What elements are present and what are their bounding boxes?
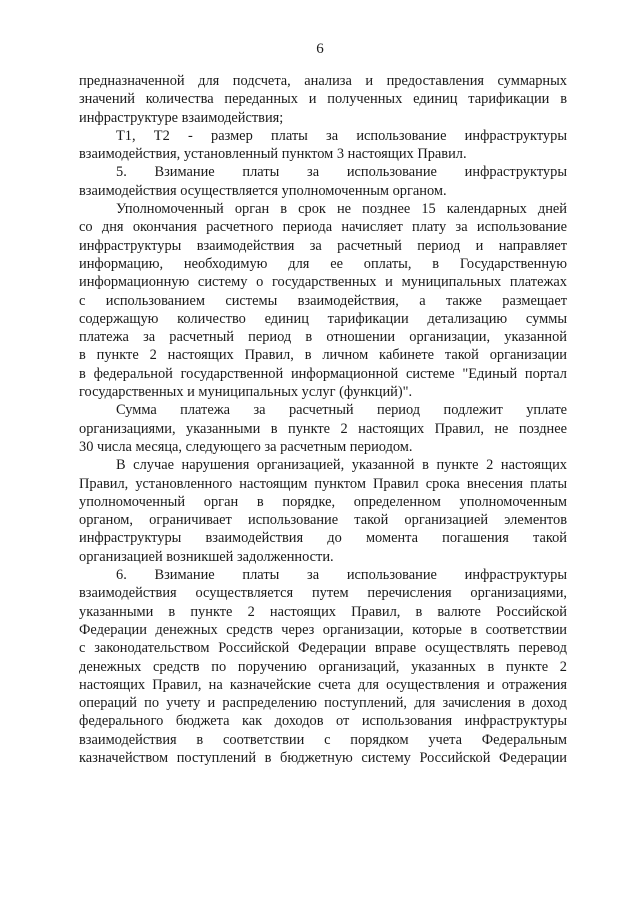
text-line: 6. Взимание платы за использование инфраструктуры [116, 567, 567, 584]
text-line: инфраструктуры взаимодействия за расчетный период и направляет [79, 237, 567, 254]
text-line: настоящих Правил, на казначейские счета для осуществления и отражения [79, 676, 567, 693]
text-line: Сумма платежа за расчетный период подлежит уплате [116, 402, 567, 419]
text-line: Т1, Т2 - размер платы за использование инфраструктуры [116, 127, 567, 144]
text-line: в федеральной государственной информационной системе "Единый портал [79, 365, 567, 382]
document-body [79, 72, 567, 767]
text-line: взаимодействия осуществляется уполномоченным органом. [79, 182, 447, 199]
text-line: федерального бюджета как доходов от использования инфраструктуры [79, 713, 567, 730]
text-line: государственных и муниципальных услуг (функций)". [79, 384, 413, 401]
text-line: инфраструктуры взаимодействия до момента погашения такой [79, 530, 567, 547]
text-line: взаимодействия, установленный пунктом 3 настоящих Правил. [79, 146, 467, 163]
text-line: уполномоченный орган в порядке, определенном уполномоченным [79, 493, 567, 510]
text-line: В случае нарушения организацией, указанной в пункте 2 настоящих [116, 457, 567, 474]
text-line: Правил, установленного настоящим пунктом Правил срока внесения платы [79, 475, 567, 492]
text-line: в пункте 2 настоящих Правил, в личном кабинете такой организации [79, 347, 567, 364]
text-line: организацией возникшей задолженности. [79, 548, 334, 565]
text-line: Федерации денежных средств через организации, которые в соответствии [79, 621, 567, 638]
text-line: органом, ограничивает использование такой организацией элементов [79, 512, 567, 529]
page-number: 6 [316, 41, 324, 57]
text-line: с использованием системы взаимодействия, а также размещает [79, 292, 567, 309]
text-line: казначейством поступлений в бюджетную систему Российской Федерации [79, 749, 567, 766]
text-line: взаимодействия в соответствии с порядком учета Федеральным [79, 731, 567, 748]
text-line: денежных средств по поручению организаций, указанных в пункте 2 [79, 658, 567, 675]
text-line: содержащую количество единиц тарификации детализацию суммы [79, 310, 567, 327]
text-line: информацию, необходимую для ее оплаты, в Государственную [79, 255, 567, 272]
text-line: значений количества переданных и полученных единиц тарификации в [79, 91, 567, 108]
paragraph [79, 401, 567, 456]
text-line: с законодательством Российской Федерации вправе осуществлять перевод [79, 640, 567, 657]
text-line: Уполномоченный орган в срок не позднее 15 календарных дней [116, 201, 567, 218]
paragraph [79, 163, 567, 200]
text-line: инфраструктуре взаимодействия; [79, 109, 284, 126]
text-line: операций по учету и распределению поступлений, для зачисления в доход [79, 695, 567, 712]
text-line: 5. Взимание платы за использование инфраструктуры [116, 164, 567, 181]
text-line: 30 числа месяца, следующего за расчетным периодом. [79, 438, 413, 455]
text-line: со дня окончания расчетного периода начисляет плату за использование [79, 219, 567, 236]
text-line: предназначенной для подсчета, анализа и предоставления суммарных [79, 73, 567, 89]
text-line: информационную систему о государственных и муниципальных платежах [79, 274, 567, 291]
text-line: указанными в пункте 2 настоящих Правил, в валюте Российской [79, 603, 567, 620]
paragraph [79, 456, 567, 566]
text-line: организациями, указанными в пункте 2 настоящих Правил, не позднее [79, 420, 567, 437]
paragraph [79, 200, 567, 401]
paragraph [79, 127, 567, 164]
paragraph [79, 72, 567, 127]
text-line: взаимодействия осуществляется путем перечисления организациями, [79, 585, 567, 602]
text-line: платежа за расчетный период в отношении организации, указанной [79, 329, 567, 346]
paragraph [79, 566, 567, 767]
